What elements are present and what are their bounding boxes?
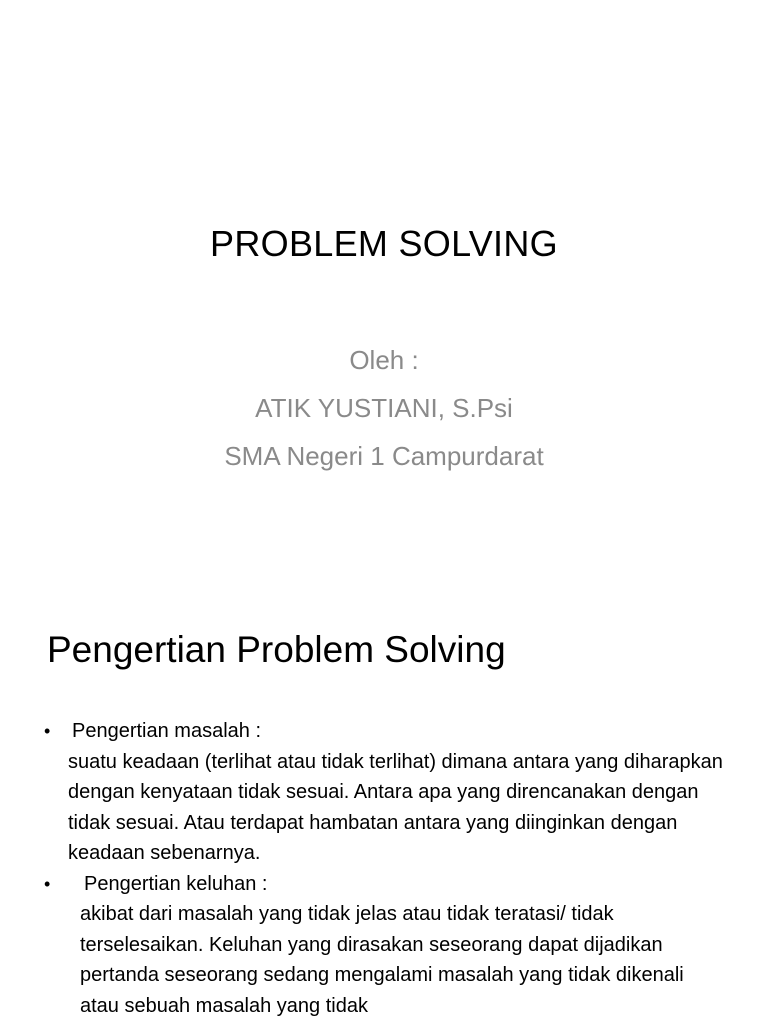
slide-content <box>0 576 768 1024</box>
bullet-icon: • <box>44 873 51 894</box>
bullet-item-keluhan <box>44 869 734 900</box>
slide-heading: Pengertian Problem Solving <box>47 629 506 670</box>
bullet-item-masalah <box>44 716 734 747</box>
bullet-body-masalah <box>44 747 734 869</box>
bullet-label-keluhan: Pengertian keluhan : <box>84 872 268 895</box>
definition-text-keluhan: akibat dari masalah yang tidak jelas atau tidak teratasi/ tidak terselesaikan. Keluhan yang dirasakan seseorang dapat dijadikan pertanda seseorang sedang mengalami masalah yang tidak dikenali atau sebuah masalah yang tidak <box>80 903 684 1017</box>
subtitle-line-author: ATIK YUSTIANI, S.Psi <box>255 393 513 423</box>
definition-text-masalah: suatu keadaan (terlihat atau tidak terlihat) dimana antara yang diharapkan dengan kenyataan tidak sesuai. Antara apa yang direncanakan dengan tidak sesuai. Atau terdapat hambatan antara yang diinginkan dengan keadaan sebenarnya. <box>68 750 723 864</box>
subtitle-line-author-prefix: Oleh : <box>349 345 419 375</box>
subtitle-line-school: SMA Negeri 1 Campurdarat <box>224 441 544 471</box>
bullet-label-masalah: Pengertian masalah : <box>72 720 262 742</box>
bullet-list <box>44 716 734 1021</box>
bullet-icon: • <box>44 721 51 741</box>
presentation-title: PROBLEM SOLVING <box>210 223 558 264</box>
bullet-body-keluhan <box>44 899 734 1021</box>
presentation-subtitle <box>0 336 768 480</box>
